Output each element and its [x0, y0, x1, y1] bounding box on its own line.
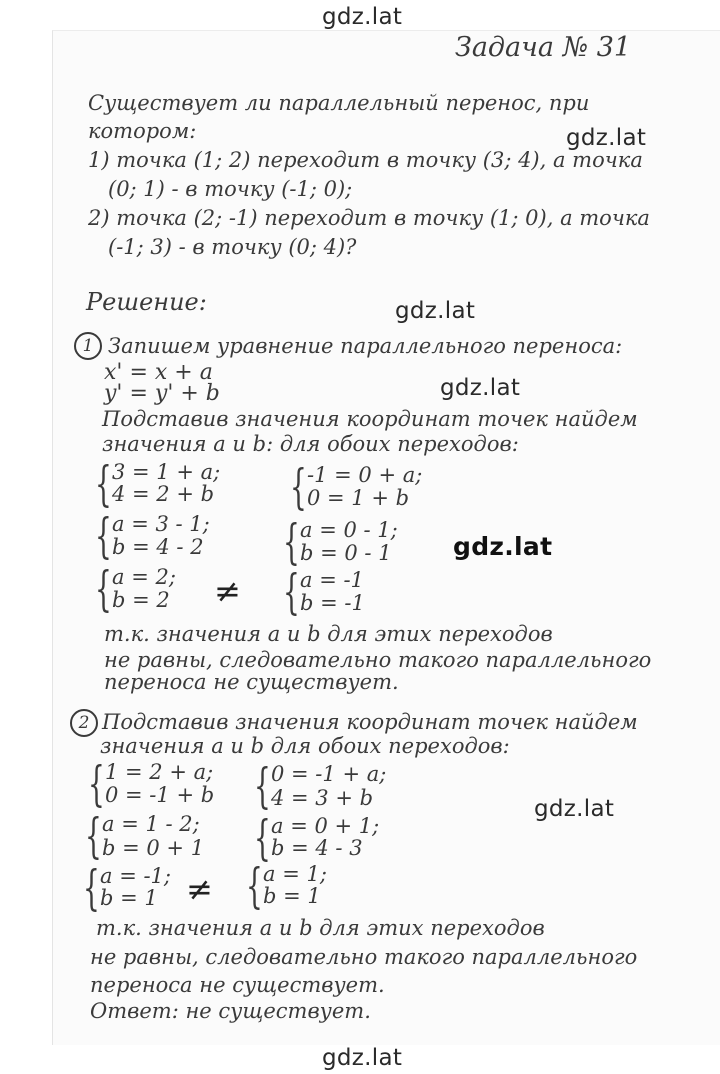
system-eq: a = 1 - 2; [102, 812, 200, 836]
not-equal-sign: ≠ [214, 572, 241, 610]
system-eq: 4 = 2 + b [112, 482, 215, 506]
system-eq: a = 0 - 1; [300, 518, 398, 542]
system-eq: a = 3 - 1; [112, 512, 210, 536]
system-eq: a = -1; [100, 864, 171, 888]
text-line: Подставив значения координат точек найдем [102, 407, 638, 431]
system-eq: 4 = 3 + b [271, 786, 374, 810]
watermark-top: gdz.lat [322, 4, 403, 30]
system-eq: b = 4 - 2 [112, 535, 204, 559]
problem-line: (0; 1) - в точку (-1; 0); [108, 177, 353, 201]
system-brace: { [95, 561, 112, 617]
conclusion-line: не равны, следовательно такого параллельного [104, 648, 652, 672]
problem-line: 2) точка (2; -1) переходит в точку (1; 0), а точка [88, 206, 650, 230]
problem-line: 1) точка (1; 2) переходит в точку (3; 4), а точка [88, 148, 643, 172]
system-eq: 1 = 2 + a; [105, 760, 214, 784]
text-line: Подставив значения координат точек найдем [102, 710, 638, 734]
system-eq: 0 = -1 + a; [271, 762, 387, 786]
conclusion-line: т.к. значения a и b для этих переходов [96, 916, 545, 940]
watermark: gdz.lat [440, 375, 521, 401]
system-brace: { [254, 810, 271, 866]
solution-heading: Решение: [86, 288, 207, 316]
conclusion-line: не равны, следовательно такого параллельного [90, 945, 638, 969]
watermark: gdz.lat [395, 298, 476, 324]
text-line: значения a и b: для обоих переходов: [102, 432, 519, 456]
page-title: Задача № 31 [455, 32, 632, 63]
conclusion-line: т.к. значения a и b для этих переходов [104, 622, 553, 646]
system-brace: { [254, 758, 271, 814]
system-brace: { [83, 860, 100, 916]
part-marker: 2 [70, 709, 98, 737]
system-eq: a = 0 + 1; [271, 814, 380, 838]
problem-line: котором: [88, 119, 197, 143]
part1-intro: Запишем уравнение параллельного переноса: [108, 334, 623, 358]
system-brace: { [290, 459, 307, 515]
system-brace: { [283, 564, 300, 620]
equation: y' = y' + b [104, 381, 220, 406]
conclusion-line: переноса не существует. [90, 973, 385, 997]
system-eq: a = 1; [263, 862, 327, 886]
system-brace: { [88, 756, 105, 812]
system-eq: 3 = 1 + a; [112, 460, 221, 484]
system-eq: b = 0 - 1 [300, 541, 392, 565]
system-brace: { [246, 858, 263, 914]
system-eq: b = 0 + 1 [102, 836, 205, 860]
system-eq: b = 4 - 3 [271, 836, 363, 860]
not-equal-sign: ≠ [186, 870, 213, 908]
problem-line: Существует ли параллельный перенос, при [88, 91, 590, 115]
system-eq: b = 1 [263, 884, 321, 908]
system-brace: { [85, 808, 102, 864]
system-eq: a = 2; [112, 565, 176, 589]
system-eq: 0 = -1 + b [105, 783, 215, 807]
system-eq: a = -1 [300, 568, 364, 592]
system-brace: { [95, 508, 112, 564]
system-brace: { [283, 514, 300, 570]
watermark: gdz.lat [534, 796, 615, 822]
system-eq: b = 1 [100, 886, 158, 910]
text-line: значения a и b для обоих переходов: [100, 734, 510, 758]
system-eq: -1 = 0 + a; [307, 463, 423, 487]
equation: x' = x + a [104, 360, 213, 385]
watermark-bold: gdz.lat [453, 532, 553, 561]
watermark: gdz.lat [566, 125, 647, 151]
system-brace: { [95, 456, 112, 512]
conclusion-line: переноса не существует. [104, 670, 399, 694]
watermark-bottom: gdz.lat [322, 1045, 403, 1071]
system-eq: b = -1 [300, 591, 365, 615]
system-eq: 0 = 1 + b [307, 486, 410, 510]
answer-line: Ответ: не существует. [90, 999, 371, 1023]
system-eq: b = 2 [112, 588, 170, 612]
part-marker: 1 [74, 332, 102, 360]
problem-line: (-1; 3) - в точку (0; 4)? [108, 235, 357, 259]
